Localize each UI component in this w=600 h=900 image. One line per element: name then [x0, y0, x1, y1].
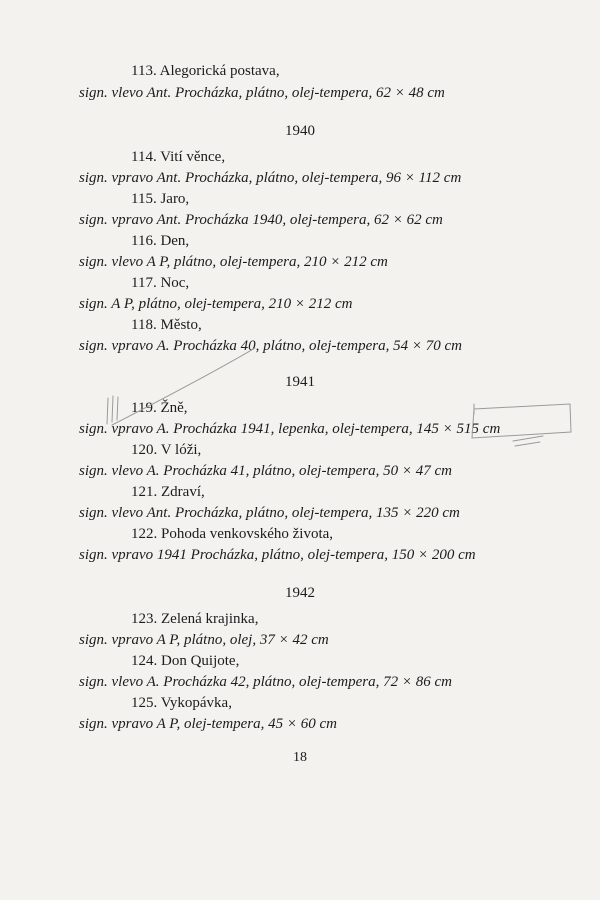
year-heading: 1940	[285, 123, 315, 139]
entry-title: 113. Alegorická postava,	[131, 63, 280, 79]
year-heading: 1942	[285, 585, 315, 601]
entry-title: 119. Žně,	[131, 400, 188, 416]
entry-signature: sign. A P, plátno, olej-tempera, 210 × 212 cm	[79, 296, 353, 312]
entry-title: 125. Vykopávka,	[131, 695, 232, 711]
entry-signature: sign. vpravo 1941 Procházka, plátno, olej-tempera, 150 × 200 cm	[79, 547, 476, 563]
entry-signature: sign. vpravo Ant. Procházka, plátno, olej-tempera, 96 × 112 cm	[79, 170, 462, 186]
entry-signature: sign. vlevo A. Procházka 42, plátno, olej-tempera, 72 × 86 cm	[79, 674, 452, 690]
entry-title: 124. Don Quijote,	[131, 653, 240, 669]
entry-title: 122. Pohoda venkovského života,	[131, 526, 334, 542]
entry-signature: sign. vlevo A P, plátno, olej-tempera, 210 × 212 cm	[79, 254, 388, 270]
entry-title: 114. Vití věnce,	[131, 149, 226, 165]
entry-signature: sign. vlevo Ant. Procházka, plátno, olej-tempera, 62 × 48 cm	[79, 85, 445, 101]
entry-title: 123. Zelená krajinka,	[131, 611, 259, 627]
entry-signature: sign. vpravo A P, plátno, olej, 37 × 42 cm	[79, 632, 329, 648]
entry-title: 115. Jaro,	[131, 191, 190, 207]
page-number: 18	[293, 750, 307, 765]
entry-signature: sign. vlevo Ant. Procházka, plátno, olej-tempera, 135 × 220 cm	[79, 505, 460, 521]
entry-signature: sign. vpravo A. Procházka 40, plátno, olej-tempera, 54 × 70 cm	[79, 338, 462, 354]
entry-signature: sign. vpravo A. Procházka 1941, lepenka, olej-tempera, 145 × 515 cm	[79, 421, 501, 437]
entry-title: 117. Noc,	[131, 275, 190, 291]
entry-signature: sign. vlevo A. Procházka 41, plátno, olej-tempera, 50 × 47 cm	[79, 463, 452, 479]
entry-signature: sign. vpravo A P, olej-tempera, 45 × 60 cm	[79, 716, 338, 732]
entry-title: 116. Den,	[131, 233, 190, 249]
entry-title: 121. Zdraví,	[131, 484, 205, 500]
entry-title: 120. V lóži,	[131, 442, 202, 458]
entry-title: 118. Město,	[131, 317, 202, 333]
entry-signature: sign. vpravo Ant. Procházka 1940, olej-tempera, 62 × 62 cm	[79, 212, 443, 228]
year-heading: 1941	[285, 374, 315, 390]
